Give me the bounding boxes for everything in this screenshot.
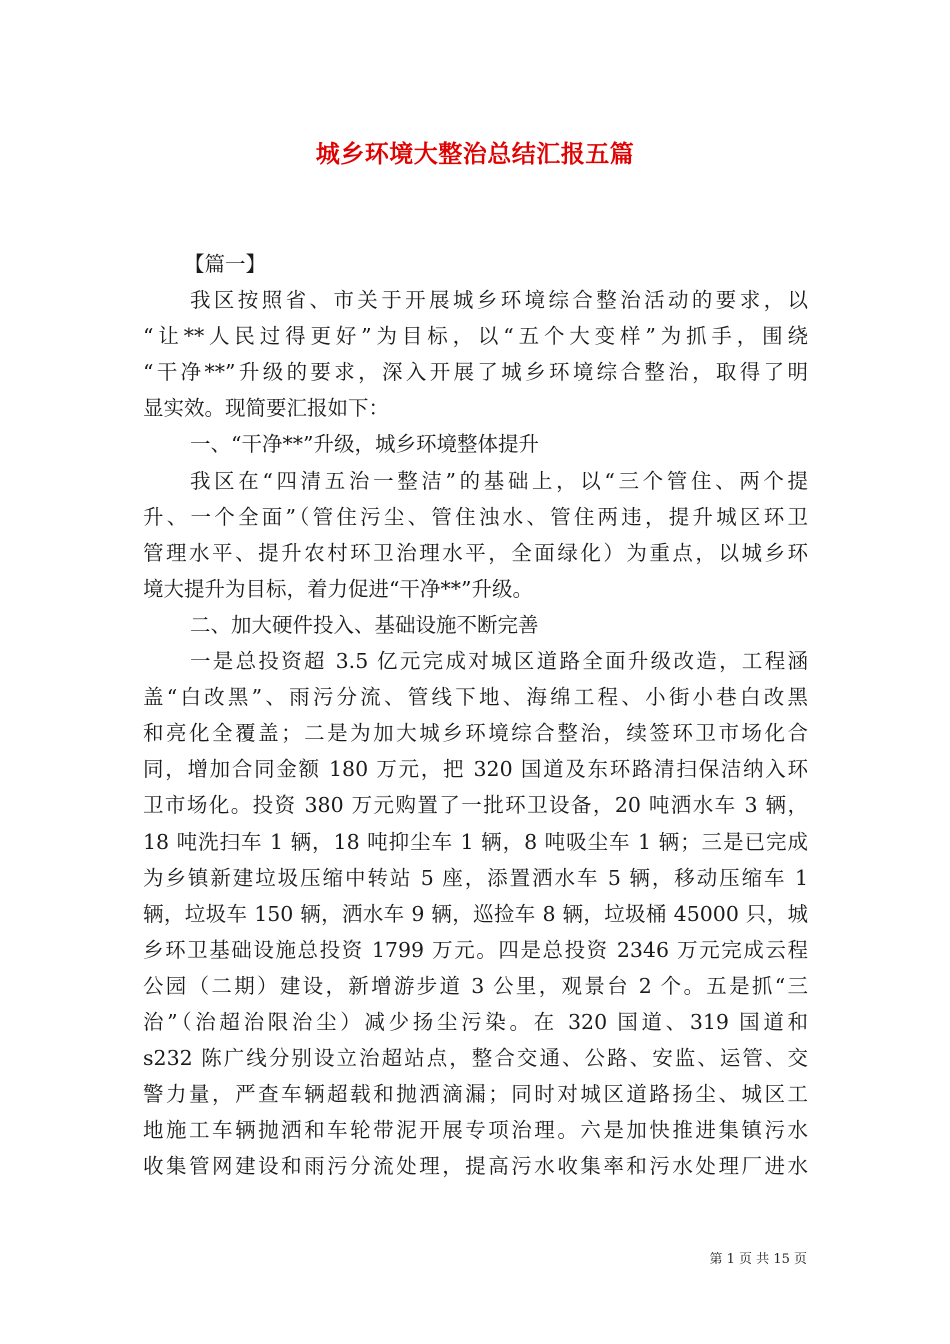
paragraph-line: 辆，垃圾车 150 辆，洒水车 9 辆，巡捡车 8 辆，垃圾桶 45000 只，城 xyxy=(143,901,808,926)
paragraph-line: “干净**”升级的要求，深入开展了城乡环境综合整治，取得了明 xyxy=(143,360,808,385)
paragraph-line: 显实效。现简要汇报如下： xyxy=(143,396,389,421)
paragraph-line: 乡环卫基础设施总投资 1799 万元。四是总投资 2346 万元完成云程 xyxy=(143,937,808,962)
section-heading: 二、加大硬件投入、基础设施不断完善 xyxy=(190,612,539,637)
paragraph-line: “让**人民过得更好”为目标，以“五个大变样”为抓手，围绕 xyxy=(143,324,808,349)
paragraph-line: 我区在“四清五治一整洁”的基础上，以“三个管住、两个提 xyxy=(190,468,808,493)
page-title: 城乡环境大整治总结汇报五篇 xyxy=(315,139,635,168)
paragraph-line: 18 吨洗扫车 1 辆，18 吨抑尘车 1 辆，8 吨吸尘车 1 辆；三是已完成 xyxy=(143,829,808,854)
section-label: 【篇一】 xyxy=(184,252,266,276)
paragraph-line: 升、一个全面”（管住污尘、管住浊水、管住两违，提升城区环卫 xyxy=(143,504,808,529)
page-number-footer: 第 1 页 共 15 页 xyxy=(709,1252,807,1267)
section-heading: 一、“干净**”升级，城乡环境整体提升 xyxy=(190,432,539,457)
paragraph-line: 境大提升为目标，着力促进“干净**”升级。 xyxy=(143,576,533,601)
paragraph-line: 收集管网建设和雨污分流处理，提高污水收集率和污水处理厂进水 xyxy=(143,1154,808,1179)
paragraph-line: 公园（二期）建设，新增游步道 3 公里，观景台 2 个。五是抓“三 xyxy=(143,973,808,998)
paragraph-line: 警力量，严查车辆超载和抛洒滴漏；同时对城区道路扬尘、城区工 xyxy=(143,1082,808,1107)
paragraph-line: 我区按照省、市关于开展城乡环境综合整治活动的要求，以 xyxy=(190,288,808,313)
paragraph-line: 卫市场化。投资 380 万元购置了一批环卫设备，20 吨洒水车 3 辆， xyxy=(143,793,808,818)
paragraph-line: 和亮化全覆盖；二是为加大城乡环境综合整治，续签环卫市场化合 xyxy=(143,721,808,746)
paragraph-line: 治”（治超治限治尘）减少扬尘污染。在 320 国道、319 国道和 xyxy=(143,1009,808,1034)
document-body xyxy=(143,246,808,1184)
paragraph-line: 为乡镇新建垃圾压缩中转站 5 座，添置洒水车 5 辆，移动压缩车 1 xyxy=(143,865,808,890)
paragraph-line: 同，增加合同金额 180 万元，把 320 国道及东环路清扫保洁纳入环 xyxy=(143,757,808,782)
paragraph-line: 盖“白改黑”、雨污分流、管线下地、海绵工程、小街小巷白改黑 xyxy=(143,685,808,710)
paragraph-line: s232 陈广线分别设立治超站点，整合交通、公路、安监、运管、交 xyxy=(143,1046,808,1071)
paragraph-line: 管理水平、提升农村环卫治理水平，全面绿化）为重点，以城乡环 xyxy=(143,540,808,565)
paragraph-line: 地施工车辆抛洒和车轮带泥开展专项治理。六是加快推进集镇污水 xyxy=(143,1118,808,1143)
paragraph-line: 一是总投资超 3.5 亿元完成对城区道路全面升级改造，工程涵 xyxy=(190,649,808,674)
